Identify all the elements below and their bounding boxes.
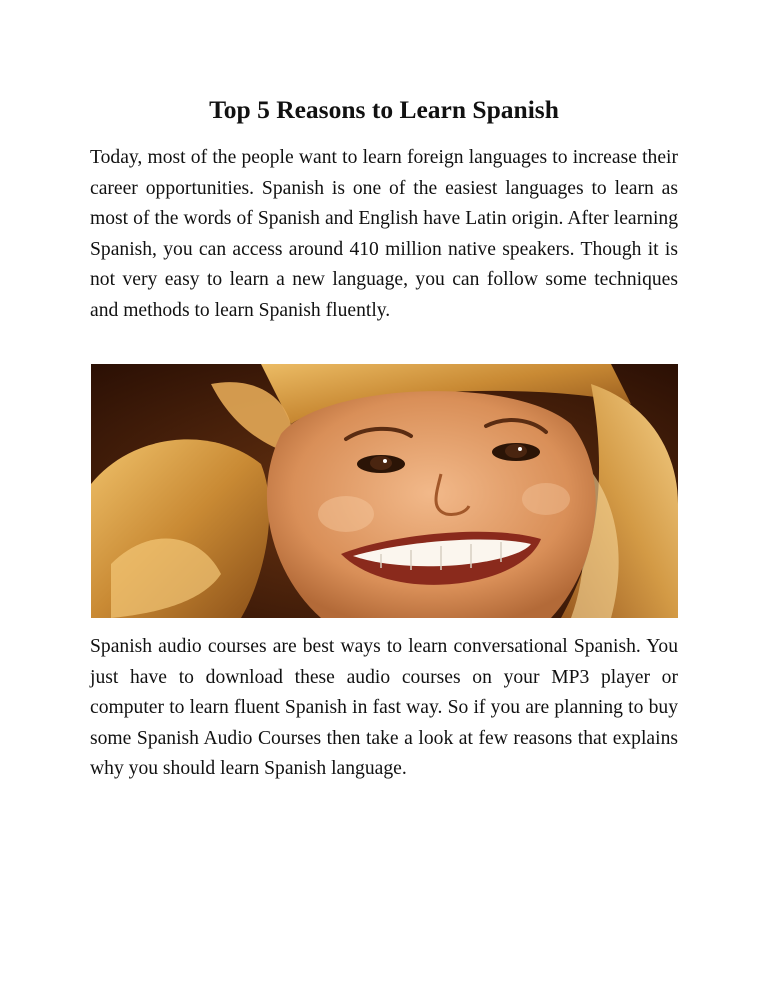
smiling-woman-photo	[91, 364, 678, 618]
intro-paragraph: Today, most of the people want to learn foreign languages to increase their career opportunities. Spanish is one of the easiest languages to learn as most of the words of Spanish and English have Latin origin. After learning Spanish, you can access around 410 million native speakers. Though it is not very easy to learn a new language, you can follow some techniques and methods to learn Spanish fluently.	[90, 147, 678, 321]
document-title: Top 5 Reasons to Learn Spanish	[209, 95, 559, 124]
audio-courses-paragraph: Spanish audio courses are best ways to learn conversational Spanish. You just have to download these audio courses on your MP3 player or computer to learn fluent Spanish in fast way. So if you are planning to buy some Spanish Audio Courses then take a look at few reasons that explains why you should learn Spanish language.	[90, 636, 678, 779]
